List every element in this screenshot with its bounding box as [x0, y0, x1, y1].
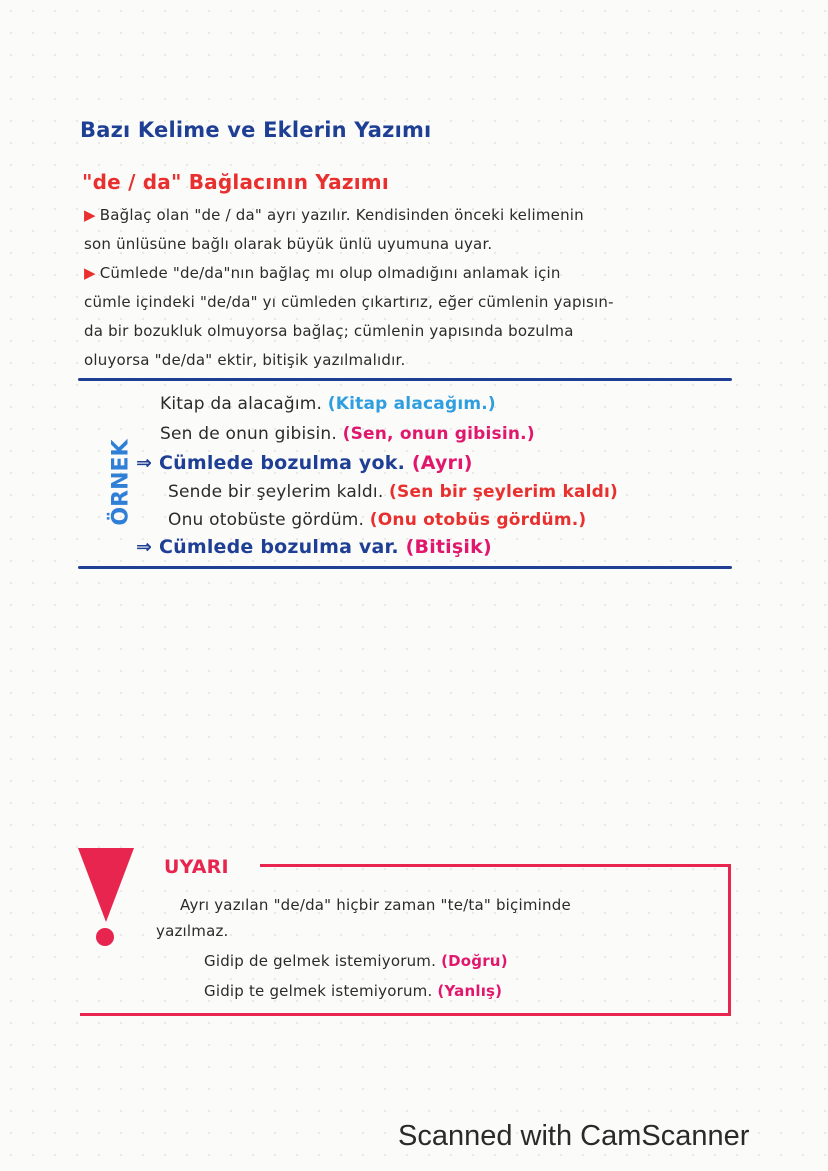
warning-example-text-2: Gidip te gelmek istemiyorum.	[204, 982, 433, 1000]
warning-line-1: Ayrı yazılan "de/da" hiçbir zaman "te/ta" biçiminde	[180, 896, 571, 914]
example-note-4: (Onu otobüs gördüm.)	[369, 510, 587, 530]
conclusion-text-2: Cümlede bozulma var.	[158, 536, 399, 558]
rule-line-4: cümle içindeki "de/da" yı cümleden çıkartırız, eğer cümlenin yapısın-	[84, 293, 614, 311]
example-text-1: Kitap da alacağım.	[160, 394, 323, 414]
warning-exclamation-icon	[78, 848, 134, 922]
example-text-3: Sende bir şeylerim kaldı.	[168, 482, 384, 502]
implies-icon: ⇒	[136, 452, 153, 474]
arrow-icon: ▶	[84, 264, 96, 282]
example-note-2: (Sen, onun gibisin.)	[342, 424, 535, 444]
warning-example-2	[204, 982, 502, 1000]
warning-line-2: yazılmaz.	[156, 922, 229, 940]
rule-text-3: Cümlede "de/da"nın bağlaç mı olup olmadığını anlamak için	[99, 264, 561, 282]
conclusion-text-1: Cümlede bozulma yok.	[158, 452, 405, 474]
rule-line-3	[84, 264, 561, 282]
example-sentence-2	[160, 424, 535, 444]
rule-line-6: oluyorsa "de/da" ektir, bitişik yazılmalıdır.	[84, 351, 406, 369]
rule-line-5: da bir bozukluk olmuyorsa bağlaç; cümlenin yapısında bozulma	[84, 322, 574, 340]
example-sentence-3	[168, 482, 618, 502]
warning-example-note-1: (Doğru)	[441, 952, 508, 970]
warning-example-note-2: (Yanlış)	[437, 982, 503, 1000]
implies-icon: ⇒	[136, 536, 153, 558]
section-subtitle: "de / da" Bağlacının Yazımı	[82, 170, 389, 194]
example-text-2: Sen de onun gibisin.	[160, 424, 337, 444]
warning-label: UYARI	[164, 856, 229, 878]
example-note-1: (Kitap alacağım.)	[327, 394, 496, 414]
warning-example-text-1: Gidip de gelmek istemiyorum.	[204, 952, 437, 970]
rule-line-1	[84, 206, 584, 224]
conclusion-note-1: (Ayrı)	[411, 452, 473, 474]
divider-bottom	[78, 566, 732, 569]
example-text-4: Onu otobüste gördüm.	[168, 510, 365, 530]
example-sentence-1	[160, 394, 496, 414]
arrow-icon: ▶	[84, 206, 96, 224]
warning-exclamation-dot-icon	[96, 928, 114, 946]
example-sentence-4	[168, 510, 586, 530]
conclusion-2	[136, 536, 492, 558]
warning-example-1	[204, 952, 508, 970]
conclusion-1	[136, 452, 473, 474]
page-title: Bazı Kelime ve Eklerin Yazımı	[80, 118, 432, 142]
rule-text-1: Bağlaç olan "de / da" ayrı yazılır. Kendisinden önceki kelimenin	[99, 206, 584, 224]
example-note-3: (Sen bir şeylerim kaldı)	[389, 482, 619, 502]
conclusion-note-2: (Bitişik)	[405, 536, 492, 558]
rule-line-2: son ünlüsüne bağlı olarak büyük ünlü uyumuna uyar.	[84, 235, 493, 253]
example-side-label: ÖRNEK	[108, 439, 134, 526]
divider-top	[78, 378, 732, 381]
scanner-watermark: Scanned with CamScanner	[398, 1120, 750, 1152]
